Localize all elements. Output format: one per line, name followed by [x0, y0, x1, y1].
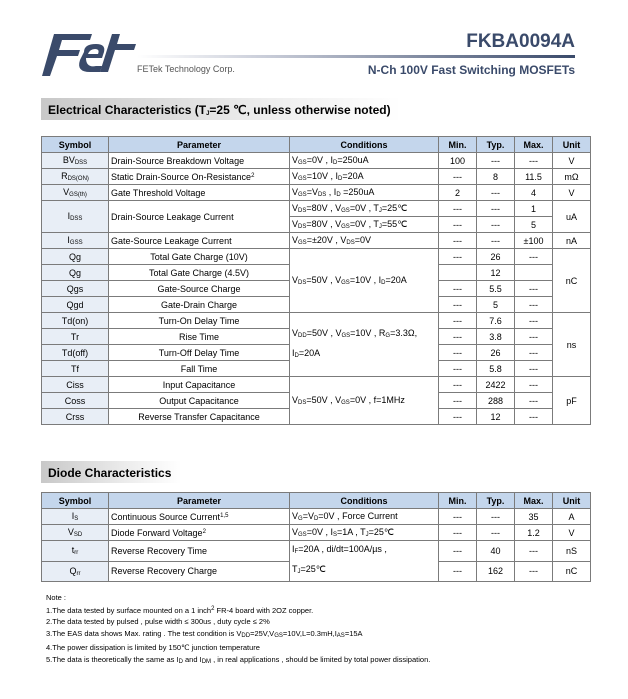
min-cell: ---	[439, 361, 477, 377]
typ-cell: 7.6	[477, 313, 515, 329]
table-row	[42, 169, 591, 185]
typ-cell: 8	[477, 169, 515, 185]
unit-cell: V	[553, 153, 591, 169]
symbol-cell: Ciss	[42, 377, 109, 393]
max-cell: ---	[515, 393, 553, 409]
symbol-cell: $V_{GS(th)}$	[42, 185, 109, 201]
max-cell: 35	[515, 509, 553, 525]
note-item: 3.The EAS data shows Max. rating . The test condition is $V_{DD}=25V,V_{GS}=10V,L=0.3mH,I_{AS}=15A$	[46, 628, 363, 639]
conditions-cell: $I_F=20A$ , di/dt=100A/µs , $T_J=25℃$	[290, 541, 439, 582]
symbol-cell: Tf	[42, 361, 109, 377]
max-cell: 1.2	[515, 525, 553, 541]
conditions-cell: $V_{GS}=0V$ , $I_S=1A$ , $T_J=25℃$	[290, 525, 439, 541]
table-row	[42, 377, 591, 393]
symbol-cell: $I_S$	[42, 509, 109, 525]
table-header-row	[42, 493, 591, 509]
parameter-cell: Continuous Source Current$^{1,5}$	[109, 509, 290, 525]
unit-cell: V	[553, 185, 591, 201]
table-row	[42, 541, 591, 562]
typ-cell: 5.8	[477, 361, 515, 377]
conditions-cell: $V_{GS}=10V$ , $I_D=20A$	[290, 169, 439, 185]
symbol-cell: Qg	[42, 249, 109, 265]
col-max: Max.	[515, 137, 553, 153]
unit-cell: V	[553, 525, 591, 541]
min-cell: ---	[439, 169, 477, 185]
symbol-cell: Td(on)	[42, 313, 109, 329]
parameter-cell: Output Capacitance	[109, 393, 290, 409]
min-cell: ---	[439, 345, 477, 361]
diode-table	[41, 492, 591, 582]
company-name: FETek Technology Corp.	[137, 64, 235, 74]
parameter-cell: Turn-Off Delay Time	[109, 345, 290, 361]
parameter-cell: Gate-Source Leakage Current	[109, 233, 290, 249]
min-cell: 2	[439, 185, 477, 201]
parameter-cell: Total Gate Charge (4.5V)	[109, 265, 290, 281]
col-max: Max.	[515, 493, 553, 509]
min-cell: ---	[439, 393, 477, 409]
table-row	[42, 201, 591, 217]
max-cell: ---	[515, 561, 553, 582]
table-row	[42, 249, 591, 265]
parameter-cell: Reverse Recovery Charge	[109, 561, 290, 582]
col-unit: Unit	[553, 493, 591, 509]
parameter-cell: Diode Forward Voltage$^2$	[109, 525, 290, 541]
symbol-cell: $R_{DS(ON)}$	[42, 169, 109, 185]
parameter-cell: Rise Time	[109, 329, 290, 345]
min-cell: ---	[439, 525, 477, 541]
symbol-cell: Crss	[42, 409, 109, 425]
typ-cell: ---	[477, 509, 515, 525]
col-min: Min.	[439, 137, 477, 153]
min-cell: ---	[439, 329, 477, 345]
conditions-cell: $V_{GS}=\pm 20V$ , $V_{DS}=0V$	[290, 233, 439, 249]
unit-cell: nC	[553, 249, 591, 313]
min-cell: ---	[439, 509, 477, 525]
symbol-cell: $I_{DSS}$	[42, 201, 109, 233]
conditions-cell: $V_{DS}=80V$ , $V_{GS}=0V$ , $T_J=55℃$	[290, 217, 439, 233]
min-cell: ---	[439, 561, 477, 582]
unit-cell: ns	[553, 313, 591, 377]
typ-cell: ---	[477, 233, 515, 249]
min-cell: ---	[439, 249, 477, 265]
col-typ: Typ.	[477, 137, 515, 153]
col-typ: Typ.	[477, 493, 515, 509]
typ-cell: 26	[477, 249, 515, 265]
col-symbol: Symbol	[42, 493, 109, 509]
max-cell: ---	[515, 345, 553, 361]
typ-cell: 288	[477, 393, 515, 409]
parameter-cell: Turn-On Delay Time	[109, 313, 290, 329]
typ-cell: 12	[477, 409, 515, 425]
table-row	[42, 233, 591, 249]
typ-cell: 162	[477, 561, 515, 582]
col-conditions: Conditions	[290, 493, 439, 509]
typ-cell: 40	[477, 541, 515, 562]
max-cell: ---	[515, 281, 553, 297]
parameter-cell: Total Gate Charge (10V)	[109, 249, 290, 265]
max-cell	[515, 265, 553, 281]
max-cell: ---	[515, 249, 553, 265]
max-cell: ---	[515, 541, 553, 562]
typ-cell: ---	[477, 201, 515, 217]
symbol-cell: Qg	[42, 265, 109, 281]
min-cell: ---	[439, 377, 477, 393]
parameter-cell: Reverse Recovery Time	[109, 541, 290, 562]
parameter-cell: Fall Time	[109, 361, 290, 377]
parameter-cell: Gate-Drain Charge	[109, 297, 290, 313]
min-cell: 100	[439, 153, 477, 169]
typ-cell: 5	[477, 297, 515, 313]
min-cell: ---	[439, 409, 477, 425]
col-conditions: Conditions	[290, 137, 439, 153]
max-cell: ---	[515, 153, 553, 169]
subtitle: N-Ch 100V Fast Switching MOSFETs	[367, 63, 575, 77]
conditions-cell: $V_{GS}=V_{DS}$ , $I_D =250uA$	[290, 185, 439, 201]
symbol-cell: Coss	[42, 393, 109, 409]
col-unit: Unit	[553, 137, 591, 153]
unit-cell: nC	[553, 561, 591, 582]
note-item: 2.The data tested by pulsed , pulse width ≤ 300us , duty cycle ≤ 2%	[46, 617, 270, 627]
unit-cell: pF	[553, 377, 591, 425]
symbol-cell: $t_{rr}$	[42, 541, 109, 562]
parameter-cell: Drain-Source Breakdown Voltage	[109, 153, 290, 169]
table-row	[42, 525, 591, 541]
conditions-cell: $V_G=V_D=0V$ , Force Current	[290, 509, 439, 525]
max-cell: ---	[515, 313, 553, 329]
parameter-cell: Static Drain-Source On-Resistance$^2$	[109, 169, 290, 185]
parameter-cell: Gate Threshold Voltage	[109, 185, 290, 201]
note-item: 1.The data tested by surface mounted on a 1 inch$^2$ FR-4 board with 2OZ copper.	[46, 605, 314, 615]
symbol-cell: $I_{GSS}$	[42, 233, 109, 249]
unit-cell: nA	[553, 233, 591, 249]
max-cell: 1	[515, 201, 553, 217]
typ-cell: 5.5	[477, 281, 515, 297]
typ-cell: ---	[477, 185, 515, 201]
min-cell	[439, 265, 477, 281]
parameter-cell: Gate-Source Charge	[109, 281, 290, 297]
note-item: 4.The power dissipation is limited by 150℃ junction temperature	[46, 643, 260, 653]
table-row	[42, 313, 591, 329]
typ-cell: 3.8	[477, 329, 515, 345]
max-cell: 5	[515, 217, 553, 233]
typ-cell: 2422	[477, 377, 515, 393]
min-cell: ---	[439, 201, 477, 217]
symbol-cell: Qgs	[42, 281, 109, 297]
col-min: Min.	[439, 493, 477, 509]
part-number: FKBA0094A	[466, 31, 575, 52]
unit-cell: nS	[553, 541, 591, 562]
typ-cell: 12	[477, 265, 515, 281]
symbol-cell: $Q_{rr}$	[42, 561, 109, 582]
conditions-cell: $V_{DS}=50V$ , $V_{GS}=10V$ , $I_D=20A$	[290, 249, 439, 313]
max-cell: ---	[515, 361, 553, 377]
notes-title: Note :	[46, 593, 67, 602]
unit-cell: uA	[553, 201, 591, 233]
conditions-cell: $V_{DD}=50V$ , $V_{GS}=10V$ , $R_G=3.3\Omega$, $I_D=20A$	[290, 313, 439, 377]
symbol-cell: $BV_{DSS}$	[42, 153, 109, 169]
conditions-cell: $V_{DS}=50V$ , $V_{GS}=0V$ , f=1MHz	[290, 377, 439, 425]
electrical-title: Electrical Characteristics ($T_J=25$ ℃, unless otherwise noted)	[48, 103, 391, 117]
table-row	[42, 185, 591, 201]
conditions-cell: $V_{GS}=0V$ , $I_D=250uA$	[290, 153, 439, 169]
note-item: 5.The data is theoretically the same as $I_D$ and $I_{DM}$ , in real applications , should be limited by total power dissipation.	[46, 654, 431, 665]
max-cell: ---	[515, 329, 553, 345]
max-cell: ---	[515, 409, 553, 425]
table-row	[42, 509, 591, 525]
min-cell: ---	[439, 217, 477, 233]
typ-cell: ---	[477, 525, 515, 541]
header-rule	[137, 55, 575, 58]
table-row	[42, 153, 591, 169]
electrical-table	[41, 136, 591, 425]
col-symbol: Symbol	[42, 137, 109, 153]
max-cell: ±100	[515, 233, 553, 249]
parameter-cell: Input Capacitance	[109, 377, 290, 393]
parameter-cell: Drain-Source Leakage Current	[109, 201, 290, 233]
notes	[46, 592, 430, 669]
min-cell: ---	[439, 313, 477, 329]
unit-cell: mΩ	[553, 169, 591, 185]
symbol-cell: Td(off)	[42, 345, 109, 361]
min-cell: ---	[439, 281, 477, 297]
symbol-cell: Qgd	[42, 297, 109, 313]
min-cell: ---	[439, 297, 477, 313]
typ-cell: ---	[477, 153, 515, 169]
col-parameter: Parameter	[109, 137, 290, 153]
col-parameter: Parameter	[109, 493, 290, 509]
min-cell: ---	[439, 541, 477, 562]
max-cell: ---	[515, 297, 553, 313]
conditions-cell: $V_{DS}=80V$ , $V_{GS}=0V$ , $T_J=25℃$	[290, 201, 439, 217]
max-cell: ---	[515, 377, 553, 393]
max-cell: 4	[515, 185, 553, 201]
parameter-cell: Reverse Transfer Capacitance	[109, 409, 290, 425]
symbol-cell: $V_{SD}$	[42, 525, 109, 541]
fetek-logo	[40, 30, 140, 78]
min-cell: ---	[439, 233, 477, 249]
unit-cell: A	[553, 509, 591, 525]
diode-title: Diode Characteristics	[48, 466, 172, 480]
typ-cell: 26	[477, 345, 515, 361]
table-header-row	[42, 137, 591, 153]
symbol-cell: Tr	[42, 329, 109, 345]
max-cell: 11.5	[515, 169, 553, 185]
typ-cell: ---	[477, 217, 515, 233]
